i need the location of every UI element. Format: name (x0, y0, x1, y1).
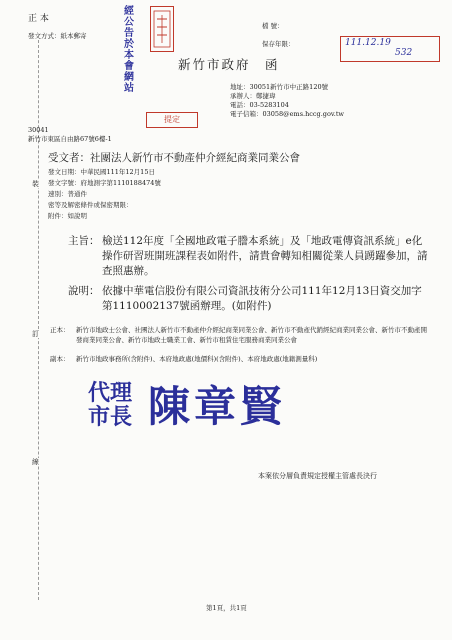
delivery-method: 發文方式：紙本郵寄 (28, 32, 87, 40)
recipient-postal: 30041 (28, 126, 49, 134)
margin-mark: 裝 (32, 180, 39, 188)
copy-recipients: 新竹市地政事務所(含附件)、本府地政處(地價科)(含附件)、本府地政處(地籍測量科) (76, 355, 318, 363)
org-title: 新竹市政府 (178, 57, 251, 72)
sender-handler: 承辦人：鄭捷瑋 (230, 92, 276, 100)
margin-mark: 線 (32, 458, 39, 466)
recipient-address: 新竹市東區自由路67號6樓-1 (28, 135, 112, 143)
receipt-date: 111.12.19 (345, 38, 391, 48)
attachment: 附件：如說明 (48, 212, 87, 220)
security-level: 密等及解密條件或保密期限： (48, 201, 133, 209)
sender-email: 電子信箱：03058@ems.hccg.gov.tw (230, 110, 345, 118)
explanation-label: 說明： (68, 285, 100, 297)
sender-phone: 電話：03-5283104 (230, 101, 289, 109)
speed: 速別：普通件 (48, 190, 87, 198)
seal-stamp (150, 6, 174, 52)
signature-title-line2: 市長 (88, 405, 133, 430)
receipt-stamp (340, 36, 440, 62)
original-recipients: 新竹市地政士公會、社團法人新竹市不動產仲介經紀商業同業公會、新竹市不動產代銷經紀商業同業公會、新竹市不動產開發商業同業公會、新竹市地政士職業工會、新竹市租賃住宅服務商業同業公會 (76, 326, 427, 344)
file-number-label: 檔 號： (262, 22, 284, 30)
recipient-name: 受文者：社團法人新竹市不動產仲介經紀商業同業公會 (48, 152, 300, 164)
subject-label: 主旨： (68, 235, 100, 247)
sender-address: 地址：30051新竹市中正路120號 (230, 83, 329, 91)
seal-icon (151, 7, 173, 51)
copy-recipients-label: 副本： (50, 355, 70, 363)
retention-label: 保存年限： (262, 40, 295, 48)
explanation-text: 依據中華電信股份有限公司資訊技術分公司111年12月13日資交加字第1110002137號函辦理。(如附件) (102, 285, 422, 312)
original-recipients-label: 正本： (50, 326, 70, 334)
receipt-number: 532 (395, 48, 413, 58)
issue-number: 發文字號：府地測字第1110188474號 (48, 179, 161, 187)
issue-date: 發文日期：中華民國111年12月15日 (48, 168, 155, 176)
page-footer: 第1頁，共1頁 (206, 604, 247, 612)
doc-type: 函 (265, 57, 278, 72)
approval-stamp: 提定 (146, 112, 198, 128)
margin-mark: 訂 (32, 330, 39, 338)
signature-name: 陳章賢 (148, 382, 287, 431)
delegation-note: 本案依分層負責規定授權主管處長決行 (258, 472, 377, 480)
signature-title-line1: 代理 (88, 381, 133, 406)
subject-text: 檢送112年度「全國地政電子謄本系統」及「地政電傳資訊系統」e化操作研習班開班課程表如附件，請貴會轉知相關從業人員踴躍參加，請查照惠辦。 (102, 235, 428, 277)
binding-line (38, 40, 39, 600)
announcement-stamp: 經 公 告 於 本 會 網 站 (124, 6, 134, 94)
original-copy-mark: 正 本 (28, 14, 49, 24)
